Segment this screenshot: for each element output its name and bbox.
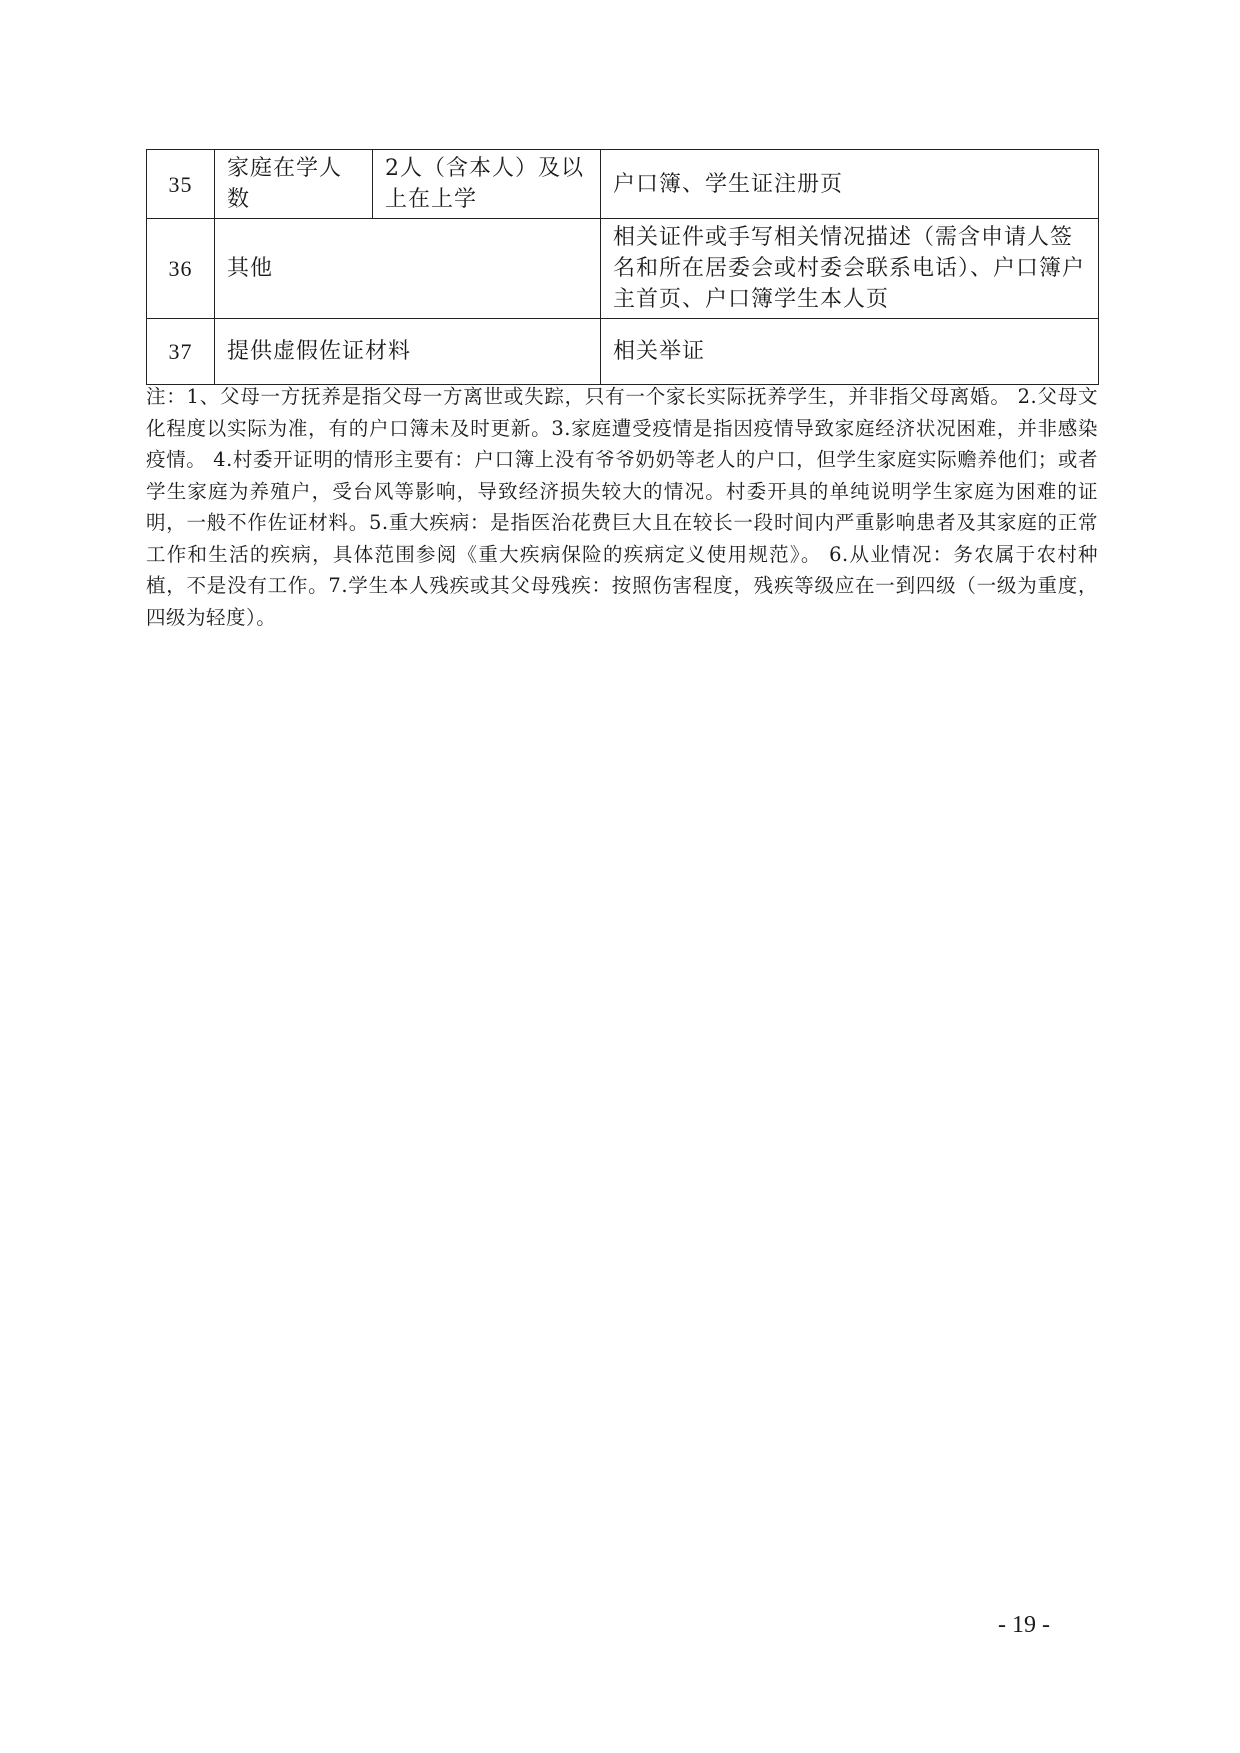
row-condition: 2人（含本人）及以上在上学: [373, 150, 601, 219]
row-number: 35: [147, 150, 215, 219]
page-number: - 19 -: [998, 1612, 1050, 1638]
row-material: 相关举证: [601, 319, 1099, 385]
row-material: 户口簿、学生证注册页: [601, 150, 1099, 219]
row-number: 37: [147, 319, 215, 385]
table-row: [147, 219, 1099, 319]
row-number: 36: [147, 219, 215, 319]
row-material: 相关证件或手写相关情况描述（需含申请人签名和所在居委会或村委会联系电话）、户口簿户主首页、户口簿学生本人页: [601, 219, 1099, 319]
row-item: 提供虚假佐证材料: [215, 319, 601, 385]
row-item: 其他: [215, 219, 601, 319]
table-row: [147, 319, 1099, 385]
table-row: [147, 150, 1099, 219]
row-item: 家庭在学人数: [215, 150, 373, 219]
document-table: [146, 149, 1099, 385]
footnote: 注：1、父母一方抚养是指父母一方离世或失踪，只有一个家长实际抚养学生，并非指父母离婚。 2.父母文化程度以实际为准，有的户口簿未及时更新。3.家庭遭受疫情是指因疫情导致家庭经济状况困难，并非感染疫情。 4.村委开证明的情形主要有：户口簿上没有爷爷奶奶等老人的户口，但学生家庭实际赡养他们；或者学生家庭为养殖户，受台风等影响，导致经济损失较大的情况。村委开具的单纯说明学生家庭为困难的证明，一般不作佐证材料。5.重大疾病：是指医治花费巨大且在较长一段时间内严重影响患者及其家庭的正常工作和生活的疾病，具体范围参阅《重大疾病保险的疾病定义使用规范》。 6.从业情况：务农属于农村种植，不是没有工作。7.学生本人残疾或其父母残疾：按照伤害程度，残疾等级应在一到四级（一级为重度，四级为轻度）。: [146, 385, 1098, 629]
